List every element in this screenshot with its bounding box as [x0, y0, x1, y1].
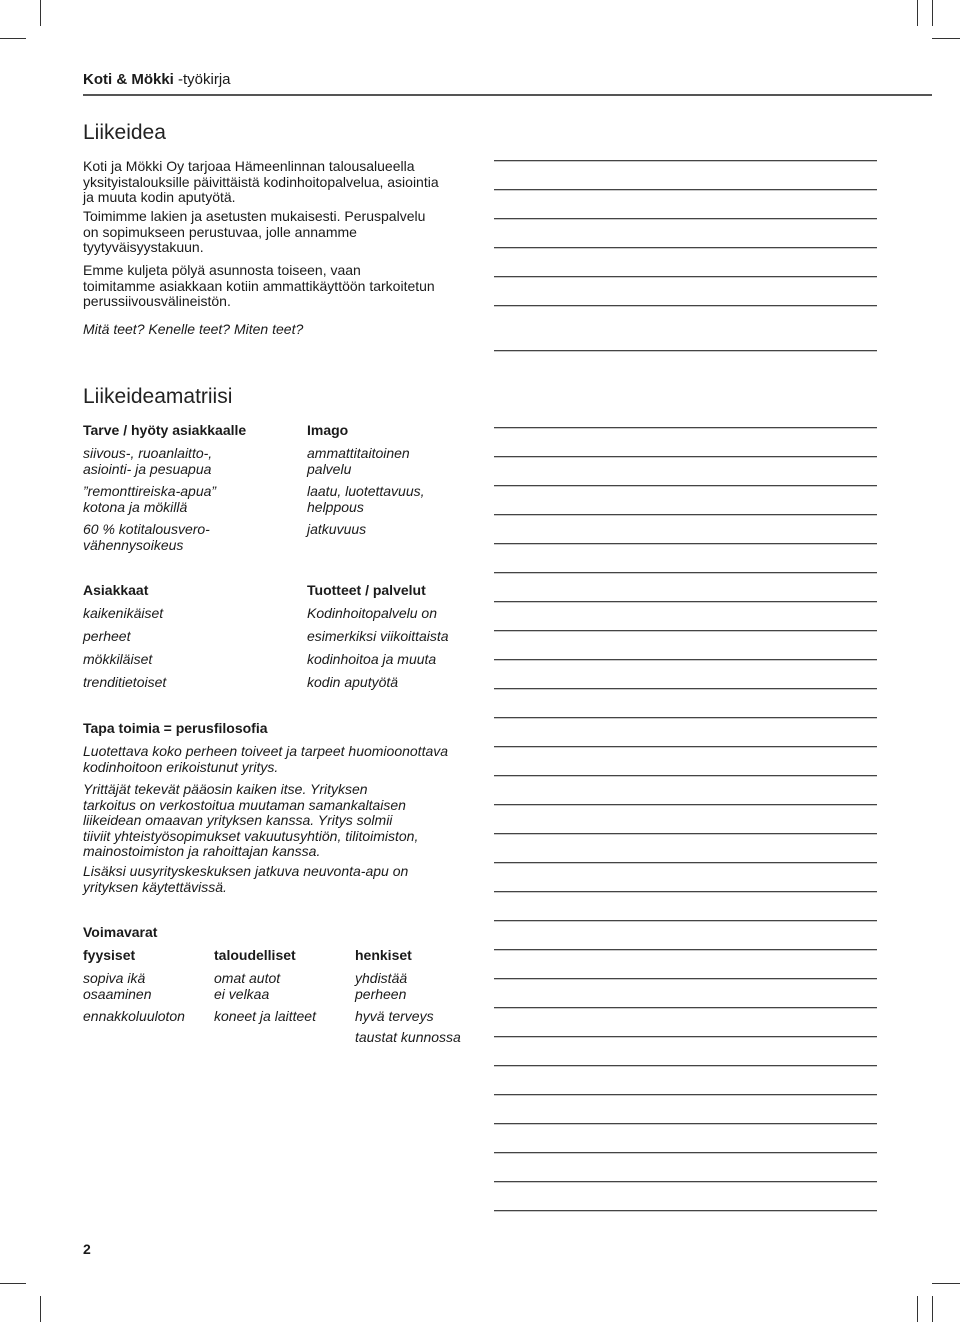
tapa-paragraph-3: Lisäksi uusyrityskeskuksen jatkuva neuvonta-apu on yrityksen käytettävissä.	[83, 863, 409, 895]
tuotteet-item: kodinhoitoa ja muuta	[307, 651, 437, 667]
imago-item: ammattitaitoinen palvelu	[307, 445, 410, 477]
voimavarat-item: ennakkoluuloton	[83, 1008, 185, 1024]
asiakkaat-item: mökkiläiset	[83, 651, 153, 667]
tarve-item: 60 % kotitalousvero- vähennysoikeus	[83, 521, 210, 553]
liikeidea-paragraph-3: Emme kuljeta pölyä asunnosta toiseen, vaan toimitamme asiakkaan kotiin ammattikäyttöön tarkoitetun perussiivousvälineistön.	[83, 262, 435, 309]
tapa-paragraph-1: Luotettava koko perheen toiveet ja tarpeet huomioonottava kodinhoitoon erikoistunut yritys.	[83, 743, 449, 775]
voimavarat-col-fyysiset: fyysiset	[83, 947, 136, 963]
matriisi-heading: Liikeideamatriisi	[83, 385, 233, 408]
imago-item: laatu, luotettavuus, helppous	[307, 483, 425, 515]
asiakkaat-item: perheet	[83, 628, 131, 644]
tarve-item: siivous-, ruoanlaitto-, asiointi- ja pesuapua	[83, 445, 213, 477]
tarve-title: Tarve / hyöty asiakkaalle	[83, 422, 247, 438]
imago-title: Imago	[307, 422, 349, 438]
asiakkaat-item: trenditietoiset	[83, 674, 167, 690]
tapa-title: Tapa toimia = perusfilosofia	[83, 720, 268, 736]
liikeidea-paragraph-1: Koti ja Mökki Oy tarjoaa Hämeenlinnan talousalueella yksityistalouksille päivittäistä kodinhoitopalvelua, asiointia ja muuta kodin aputyötä.	[83, 158, 439, 205]
page-number: 2	[83, 1241, 91, 1257]
voimavarat-col-henkiset: henkiset	[355, 947, 412, 963]
workbook-title: Koti & Mökki -työkirja	[83, 71, 231, 88]
asiakkaat-title: Asiakkaat	[83, 582, 149, 598]
tuotteet-title: Tuotteet / palvelut	[307, 582, 426, 598]
voimavarat-title: Voimavarat	[83, 924, 158, 940]
voimavarat-item: taustat kunnossa	[355, 1029, 461, 1045]
asiakkaat-item: kaikenikäiset	[83, 605, 164, 621]
voimavarat-item: sopiva ikä osaaminen	[83, 970, 152, 1002]
tuotteet-item: Kodinhoitopalvelu on	[307, 605, 437, 621]
tarve-item: ”remonttireiska-apua” kotona ja mökillä	[83, 483, 217, 515]
guiding-questions: Mitä teet? Kenelle teet? Miten teet?	[83, 321, 304, 337]
voimavarat-item: omat autot ei velkaa	[214, 970, 281, 1002]
header-divider	[83, 94, 932, 96]
voimavarat-col-taloudelliset: taloudelliset	[214, 947, 296, 963]
tuotteet-item: kodin aputyötä	[307, 674, 399, 690]
tapa-paragraph-2: Yrittäjät tekevät pääosin kaiken itse. Yrityksen tarkoitus on verkostoitua muutaman samankaltaisen liikeidean omaavan yrityksen kanssa. Yritys solmii tiiviit yhteistyösopimukset vakuutusyhtiön, tilitoimiston, mainostoimiston ja rahoittajan kanssa.	[83, 781, 419, 859]
imago-item: jatkuvuus	[307, 521, 367, 537]
voimavarat-item: koneet ja laitteet	[214, 1008, 316, 1024]
liikeidea-heading: Liikeidea	[83, 121, 166, 144]
voimavarat-item: yhdistää perheen	[355, 970, 408, 1002]
liikeidea-paragraph-2: Toimimme lakien ja asetusten mukaisesti. Peruspalvelu on sopimukseen perustuvaa, jolle annamme tyytyväisyystakuun.	[83, 208, 426, 255]
tuotteet-item: esimerkiksi viikoittaista	[307, 628, 449, 644]
voimavarat-item: hyvä terveys	[355, 1008, 434, 1024]
